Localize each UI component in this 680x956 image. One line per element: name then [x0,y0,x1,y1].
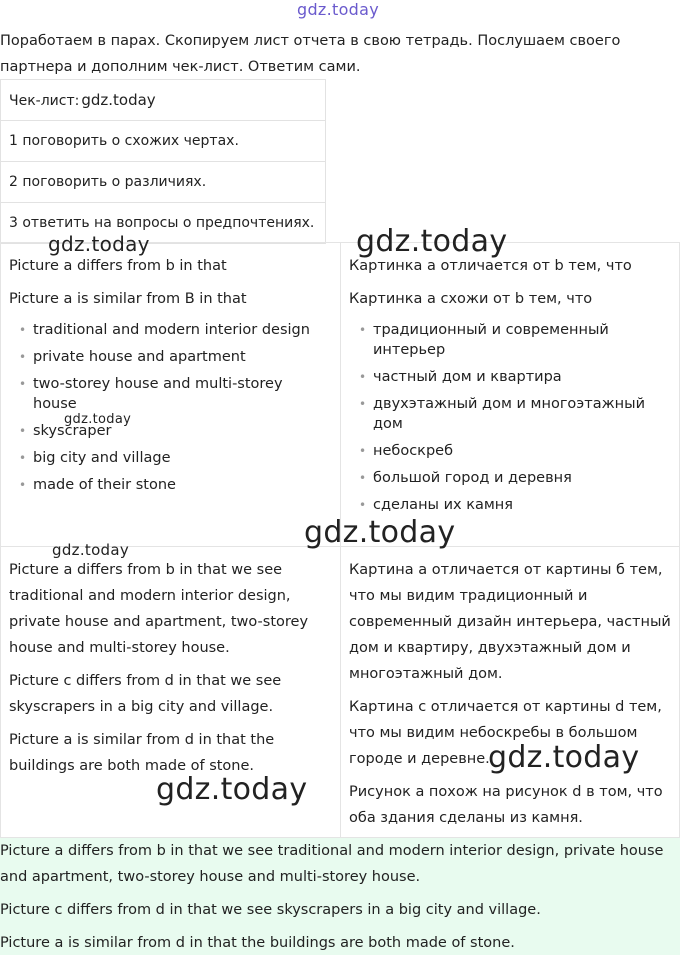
list-item: • made of their stone [23,475,332,495]
row2-en-p1: Picture a differs from b in that we see traditional and modern interior design, private house and apartment, two-storey house and multi-storey house. [9,562,309,656]
row2-en-p2: Picture c differs from d in that we see skyscrapers in a big city and village. [9,673,282,715]
watermark: gdz.today [297,0,379,19]
checklist-header: Чек-лист: gdz.today [1,80,326,121]
list-item: • skyscraper [23,421,332,441]
list-item: • сделаны их камня [363,495,671,515]
list-item: • большой город и деревня [363,468,671,488]
checklist-table [0,79,326,244]
watermark: gdz.today [488,740,640,775]
checklist-item: 2 поговорить о различиях. [1,162,326,203]
list-item: • private house and apartment [23,347,332,367]
list-item: • традиционный и современный интерьер [363,320,633,360]
watermark: gdz.today [52,541,130,559]
row1-ru-p1: Картинка а отличается от b тем, что [349,258,632,274]
row2-ru-cell [340,546,680,838]
checklist-item: 1 поговорить о схожих чертах. [1,121,326,162]
row1-en-list [9,320,332,495]
list-item: • двухэтажный дом и многоэтажный дом [363,394,653,434]
row1-ru-p2: Картинка а схожи от b тем, что [349,291,593,307]
watermark: gdz.today [48,232,150,256]
row1-ru-list [349,320,671,515]
row2-en-p3: Picture a is similar from d in that the buildings are both made of stone. [9,732,275,774]
watermark: gdz.today [156,772,308,807]
list-item: • traditional and modern interior design [23,320,332,340]
summary-p3: Picture a is similar from d in that the buildings are both made of stone. [0,935,515,951]
list-item: • big city and village [23,448,332,468]
checklist-item: 3 ответить на вопросы о предпочтениях. [1,203,326,244]
row2-ru-p3: Рисунок а похож на рисунок d в том, что оба здания сделаны из камня. [349,784,663,826]
row2-en-cell [0,546,341,838]
watermark: gdz.today [304,515,456,550]
row2-ru-p2: Картина с отличается от картины d тем, что мы видим небоскребы в большом городе и деревне. [349,699,662,767]
row1-en-p2: Picture a is similar from B in that [9,291,247,307]
summary-p2: Picture c differs from d in that we see skyscrapers in a big city and village. [0,902,541,918]
row1-en-cell [0,242,341,547]
list-item: • two-storey house and multi-storey house [23,374,303,414]
watermark: gdz.today [81,91,156,109]
row2-ru-p1: Картина а отличается от картины б тем, что мы видим традиционный и современный дизайн интерьера, частный дом и квартиру, двухэтажный дом и многоэтажный дом. [349,562,671,682]
summary-p1: Picture a differs from b in that we see traditional and modern interior design, private house and apartment, two-storey house and multi-storey house. [0,843,664,885]
summary-block [0,838,680,955]
watermark: gdz.today [64,412,132,427]
row1-ru-cell [340,242,680,547]
list-item: • небоскреб [363,441,671,461]
list-item: • частный дом и квартира [363,367,671,387]
row1-en-p1: Picture a differs from b in that [9,258,227,274]
intro-text: Поработаем в парах. Скопируем лист отчета в свою тетрадь. Послушаем своего партнера и дополним чек-лист. Ответим сами. [0,33,621,75]
watermark: gdz.today [356,224,508,259]
